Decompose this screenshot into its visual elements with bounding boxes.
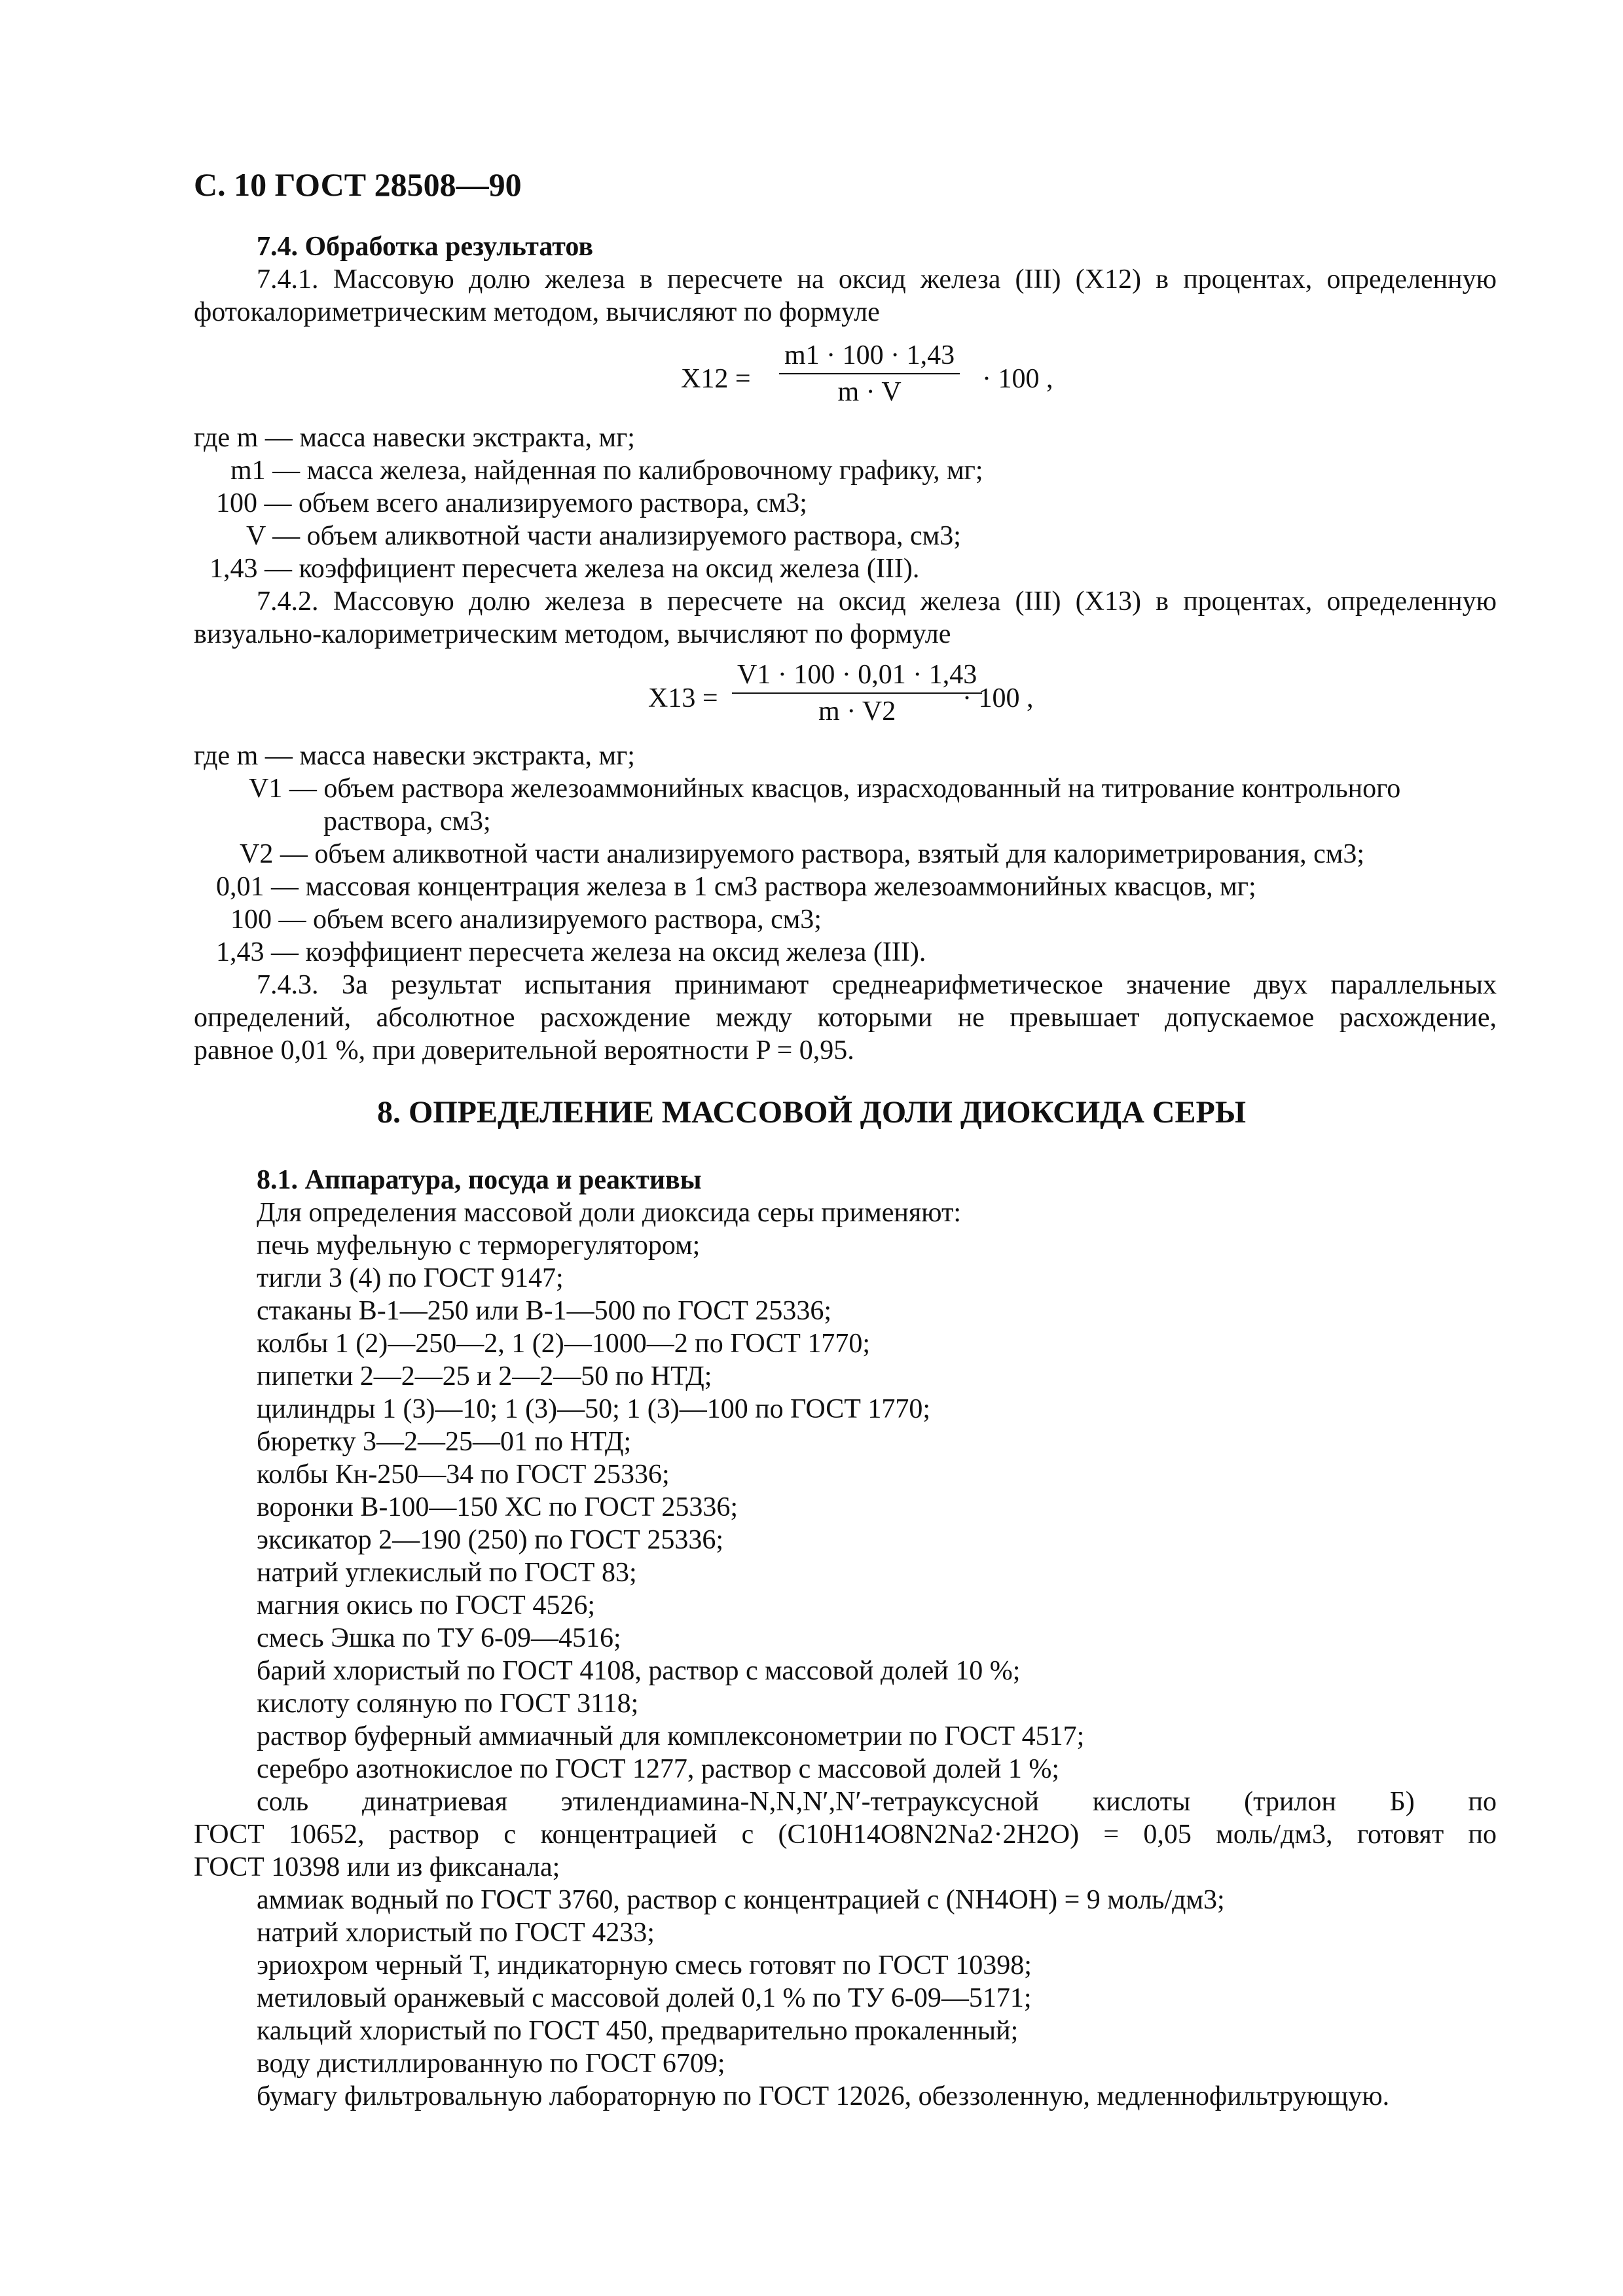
list-item: раствор буферный аммиачный для комплексонометрии по ГОСТ 4517; — [257, 1721, 1085, 1751]
formula-x13-denominator: m · V2 — [818, 696, 896, 726]
list-item: аммиак водный по ГОСТ 3760, раствор с концентрацией c (NH4OH) = 9 моль/дм3; — [257, 1885, 1225, 1915]
list-item: воду дистиллированную по ГОСТ 6709; — [257, 2049, 725, 2079]
formula-x13-tail: · 100 , — [962, 683, 1034, 713]
list-item: воронки В-100—150 ХС по ГОСТ 25336; — [257, 1492, 739, 1522]
formula-x12 — [681, 340, 1074, 412]
section-7-4-title: 7.4. Обработка результатов — [257, 232, 594, 262]
p742-line2: визуально-калориметрическим методом, вычисляют по формуле — [194, 619, 951, 649]
p743-line1: 7.4.3. За результат испытания принимают среднеарифметическое значение двух параллельных — [257, 970, 1497, 1000]
list-item: метиловый оранжевый с массовой долей 0,1 % по ТУ 6-09—5171; — [257, 1983, 1032, 2013]
list-item: стаканы В-1—250 или В-1—500 по ГОСТ 25336; — [257, 1296, 832, 1326]
where1-v: V — объем аликвотной части анализируемого раствора, см3; — [246, 521, 961, 551]
formula-x13 — [648, 660, 1106, 732]
list-item: магния окись по ГОСТ 4526; — [257, 1590, 596, 1621]
formula-x12-lhs: X12 = — [681, 364, 751, 394]
trilon-line1: соль динатриевая этилендиамина-N,N,N′,N′-тетрауксусной кислоты (трилон Б) по — [257, 1787, 1497, 1817]
p741-line2: фотокалориметрическим методом, вычисляют по формуле — [194, 297, 880, 327]
list-item: пипетки 2—2—25 и 2—2—50 по НТД; — [257, 1361, 712, 1391]
section-8-1-intro: Для определения массовой доли диоксида серы применяют: — [257, 1198, 962, 1228]
list-item: колбы 1 (2)—250—2, 1 (2)—1000—2 по ГОСТ 1770; — [257, 1329, 871, 1359]
list-item: натрий углекислый по ГОСТ 83; — [257, 1558, 637, 1588]
formula-x12-denominator: m · V — [837, 377, 902, 407]
p741-line1: 7.4.1. Массовую долю железа в пересчете на оксид железа (III) (X12) в процентах, определенную — [257, 264, 1497, 295]
formula-x13-lhs: X13 = — [648, 683, 718, 713]
list-item: бюретку 3—2—25—01 по НТД; — [257, 1427, 632, 1457]
list-item: кислоту соляную по ГОСТ 3118; — [257, 1689, 639, 1719]
list-item: кальций хлористый по ГОСТ 450, предварительно прокаленный; — [257, 2016, 1019, 2046]
list-item: смесь Эшка по ТУ 6-09—4516; — [257, 1623, 621, 1653]
list-item: бумагу фильтровальную лабораторную по ГОСТ 12026, обеззоленную, медленнофильтрующую. — [257, 2081, 1390, 2111]
list-item: печь муфельную с терморегулятором; — [257, 1230, 701, 1261]
page-header: С. 10 ГОСТ 28508—90 — [194, 166, 522, 203]
where1-m: где m — масса навески экстракта, мг; — [194, 423, 635, 453]
list-item: эксикатор 2—190 (250) по ГОСТ 25336; — [257, 1525, 723, 1555]
where2-100: 100 — объем всего анализируемого раствора, см3; — [230, 905, 822, 935]
p743-line2: определений, абсолютное расхождение между которыми не превышает допускаемое расхождение, — [194, 1003, 1497, 1033]
where2-001: 0,01 — массовая концентрация железа в 1 см3 раствора железоаммонийных квасцов, мг; — [216, 872, 1256, 902]
where1-143: 1,43 — коэффициент пересчета железа на оксид железа (III). — [210, 554, 920, 584]
where2-v2: V2 — объем аликвотной части анализируемого раствора, взятый для калориметрирования, см3; — [240, 839, 1365, 869]
list-item: тигли 3 (4) по ГОСТ 9147; — [257, 1263, 564, 1293]
where2-v1: V1 — объем раствора железоаммонийных квасцов, израсходованный на титрование контрольного — [249, 774, 1401, 804]
where2-v1-cont: раствора, см3; — [323, 806, 491, 836]
formula-x12-fraction — [779, 340, 960, 407]
trilon-line3: ГОСТ 10398 или из фиксанала; — [194, 1852, 560, 1882]
p742-line1: 7.4.2. Массовую долю железа в пересчете на оксид железа (III) (X13) в процентах, определенную — [257, 586, 1497, 617]
p743-line3: равное 0,01 %, при доверительной вероятности P = 0,95. — [194, 1035, 854, 1066]
trilon-line2: ГОСТ 10652, раствор с концентрацией c (C10H14O8N2Na2·2H2O) = 0,05 моль/дм3, готовят по — [194, 1820, 1497, 1850]
formula-x13-numerator: V1 · 100 · 0,01 · 1,43 — [732, 660, 982, 694]
formula-x12-numerator: m1 · 100 · 1,43 — [779, 340, 960, 374]
formula-x12-tail: · 100 , — [982, 364, 1053, 394]
section-8-title: 8. ОПРЕДЕЛЕНИЕ МАССОВОЙ ДОЛИ ДИОКСИДА СЕРЫ — [376, 1095, 1246, 1130]
list-item: натрий хлористый по ГОСТ 4233; — [257, 1918, 655, 1948]
where1-100: 100 — объем всего анализируемого раствора, см3; — [216, 488, 807, 518]
formula-x13-fraction — [732, 660, 982, 726]
where2-m: где m — масса навески экстракта, мг; — [194, 741, 635, 771]
list-item: цилиндры 1 (3)—10; 1 (3)—50; 1 (3)—100 по ГОСТ 1770; — [257, 1394, 931, 1424]
list-item: эриохром черный Т, индикаторную смесь готовят по ГОСТ 10398; — [257, 1950, 1032, 1981]
list-item: колбы Кн-250—34 по ГОСТ 25336; — [257, 1460, 670, 1490]
list-item: барий хлористый по ГОСТ 4108, раствор с массовой долей 10 %; — [257, 1656, 1021, 1686]
where1-m1: m1 — масса железа, найденная по калибровочному графику, мг; — [230, 456, 983, 486]
section-8-1-title: 8.1. Аппаратура, посуда и реактивы — [257, 1165, 702, 1195]
list-item: серебро азотнокислое по ГОСТ 1277, раствор с массовой долей 1 %; — [257, 1754, 1060, 1784]
where2-143: 1,43 — коэффициент пересчета железа на оксид железа (III). — [216, 937, 926, 967]
